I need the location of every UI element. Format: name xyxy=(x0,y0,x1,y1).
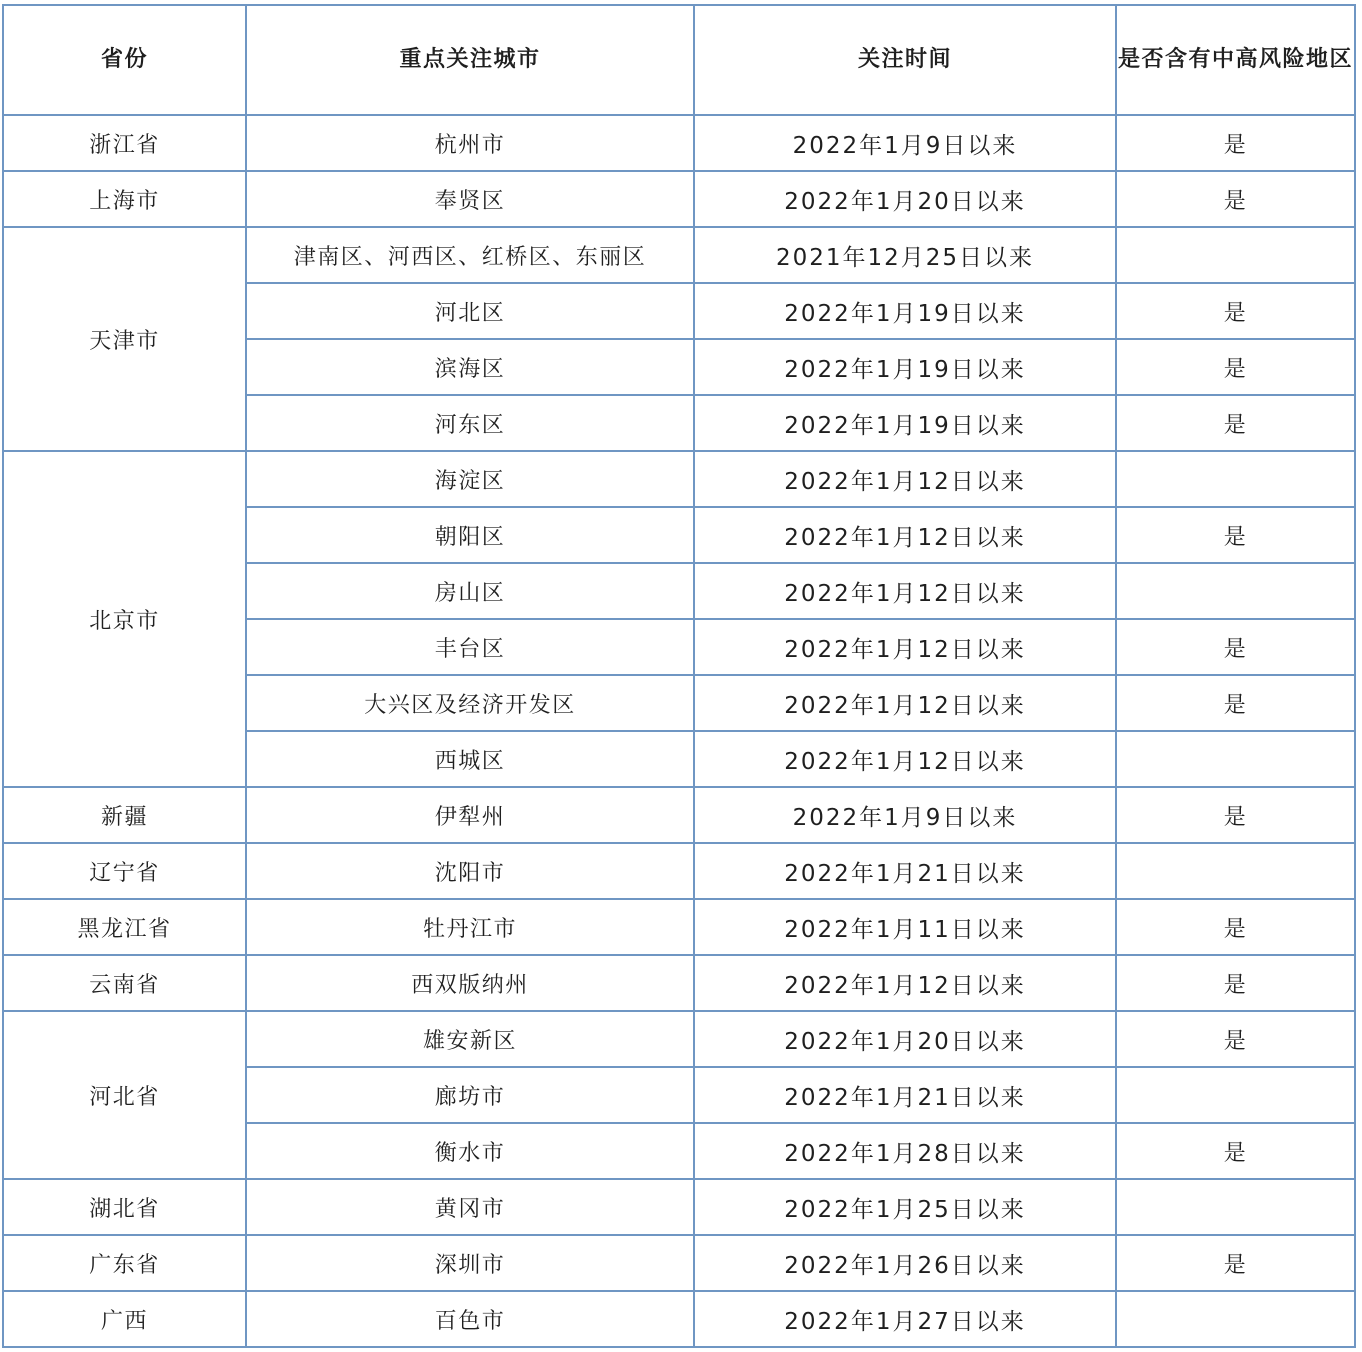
risk-cell xyxy=(1116,1291,1355,1347)
risk-cell xyxy=(1116,731,1355,787)
time-cell: 2022年1月25日以来 xyxy=(694,1179,1116,1235)
city-cell: 奉贤区 xyxy=(246,171,694,227)
time-cell: 2021年12月25日以来 xyxy=(694,227,1116,283)
time-cell: 2022年1月19日以来 xyxy=(694,283,1116,339)
risk-cell xyxy=(1116,1179,1355,1235)
city-cell: 丰台区 xyxy=(246,619,694,675)
header-row xyxy=(3,5,1355,115)
table-row xyxy=(3,955,1355,1011)
city-cell: 朝阳区 xyxy=(246,507,694,563)
risk-cell xyxy=(1116,451,1355,507)
city-cell: 大兴区及经济开发区 xyxy=(246,675,694,731)
city-cell: 衡水市 xyxy=(246,1123,694,1179)
table-row xyxy=(3,787,1355,843)
city-cell: 河东区 xyxy=(246,395,694,451)
city-cell: 滨海区 xyxy=(246,339,694,395)
province-cell: 北京市 xyxy=(3,451,246,787)
province-cell: 新疆 xyxy=(3,787,246,843)
risk-cell: 是 xyxy=(1116,339,1355,395)
time-cell: 2022年1月11日以来 xyxy=(694,899,1116,955)
city-cell: 海淀区 xyxy=(246,451,694,507)
table-header xyxy=(3,5,1355,115)
city-cell: 杭州市 xyxy=(246,115,694,171)
risk-cell: 是 xyxy=(1116,283,1355,339)
risk-cell: 是 xyxy=(1116,787,1355,843)
city-cell: 房山区 xyxy=(246,563,694,619)
time-cell: 2022年1月19日以来 xyxy=(694,339,1116,395)
table-row xyxy=(3,115,1355,171)
time-cell: 2022年1月12日以来 xyxy=(694,619,1116,675)
city-cell: 深圳市 xyxy=(246,1235,694,1291)
time-cell: 2022年1月12日以来 xyxy=(694,507,1116,563)
city-cell: 津南区、河西区、红桥区、东丽区 xyxy=(246,227,694,283)
time-cell: 2022年1月12日以来 xyxy=(694,955,1116,1011)
table-body xyxy=(3,115,1355,1347)
header-province: 省份 xyxy=(3,5,246,115)
table-row xyxy=(3,1179,1355,1235)
city-cell: 沈阳市 xyxy=(246,843,694,899)
time-cell: 2022年1月28日以来 xyxy=(694,1123,1116,1179)
city-cell: 西双版纳州 xyxy=(246,955,694,1011)
province-cell: 广西 xyxy=(3,1291,246,1347)
province-cell: 河北省 xyxy=(3,1011,246,1179)
province-cell: 湖北省 xyxy=(3,1179,246,1235)
time-cell: 2022年1月21日以来 xyxy=(694,843,1116,899)
risk-cell: 是 xyxy=(1116,1011,1355,1067)
time-cell: 2022年1月21日以来 xyxy=(694,1067,1116,1123)
risk-cell xyxy=(1116,227,1355,283)
city-cell: 雄安新区 xyxy=(246,1011,694,1067)
time-cell: 2022年1月12日以来 xyxy=(694,731,1116,787)
province-cell: 浙江省 xyxy=(3,115,246,171)
table-container xyxy=(2,4,1356,1348)
table-row xyxy=(3,843,1355,899)
table-row xyxy=(3,171,1355,227)
city-cell: 廊坊市 xyxy=(246,1067,694,1123)
province-cell: 上海市 xyxy=(3,171,246,227)
header-city: 重点关注城市 xyxy=(246,5,694,115)
city-cell: 河北区 xyxy=(246,283,694,339)
city-cell: 伊犁州 xyxy=(246,787,694,843)
risk-cell: 是 xyxy=(1116,507,1355,563)
risk-cell xyxy=(1116,1067,1355,1123)
city-cell: 牡丹江市 xyxy=(246,899,694,955)
time-cell: 2022年1月12日以来 xyxy=(694,451,1116,507)
city-cell: 黄冈市 xyxy=(246,1179,694,1235)
time-cell: 2022年1月27日以来 xyxy=(694,1291,1116,1347)
risk-cell: 是 xyxy=(1116,899,1355,955)
risk-cell: 是 xyxy=(1116,675,1355,731)
province-cell: 黑龙江省 xyxy=(3,899,246,955)
risk-cell: 是 xyxy=(1116,115,1355,171)
time-cell: 2022年1月20日以来 xyxy=(694,171,1116,227)
risk-cell xyxy=(1116,843,1355,899)
risk-cell: 是 xyxy=(1116,619,1355,675)
province-cell: 辽宁省 xyxy=(3,843,246,899)
province-cell: 广东省 xyxy=(3,1235,246,1291)
risk-cell xyxy=(1116,563,1355,619)
table-row xyxy=(3,1011,1355,1067)
time-cell: 2022年1月9日以来 xyxy=(694,787,1116,843)
risk-cell: 是 xyxy=(1116,395,1355,451)
city-cell: 西城区 xyxy=(246,731,694,787)
focus-cities-table xyxy=(2,4,1356,1348)
city-cell: 百色市 xyxy=(246,1291,694,1347)
risk-cell: 是 xyxy=(1116,1235,1355,1291)
time-cell: 2022年1月26日以来 xyxy=(694,1235,1116,1291)
province-cell: 天津市 xyxy=(3,227,246,451)
time-cell: 2022年1月9日以来 xyxy=(694,115,1116,171)
time-cell: 2022年1月12日以来 xyxy=(694,563,1116,619)
table-row xyxy=(3,1291,1355,1347)
risk-cell: 是 xyxy=(1116,1123,1355,1179)
header-risk: 是否含有中高风险地区 xyxy=(1116,5,1355,115)
time-cell: 2022年1月19日以来 xyxy=(694,395,1116,451)
risk-cell: 是 xyxy=(1116,171,1355,227)
table-row xyxy=(3,227,1355,283)
table-row xyxy=(3,899,1355,955)
time-cell: 2022年1月20日以来 xyxy=(694,1011,1116,1067)
header-time: 关注时间 xyxy=(694,5,1116,115)
time-cell: 2022年1月12日以来 xyxy=(694,675,1116,731)
table-row xyxy=(3,451,1355,507)
risk-cell: 是 xyxy=(1116,955,1355,1011)
table-row xyxy=(3,1235,1355,1291)
province-cell: 云南省 xyxy=(3,955,246,1011)
